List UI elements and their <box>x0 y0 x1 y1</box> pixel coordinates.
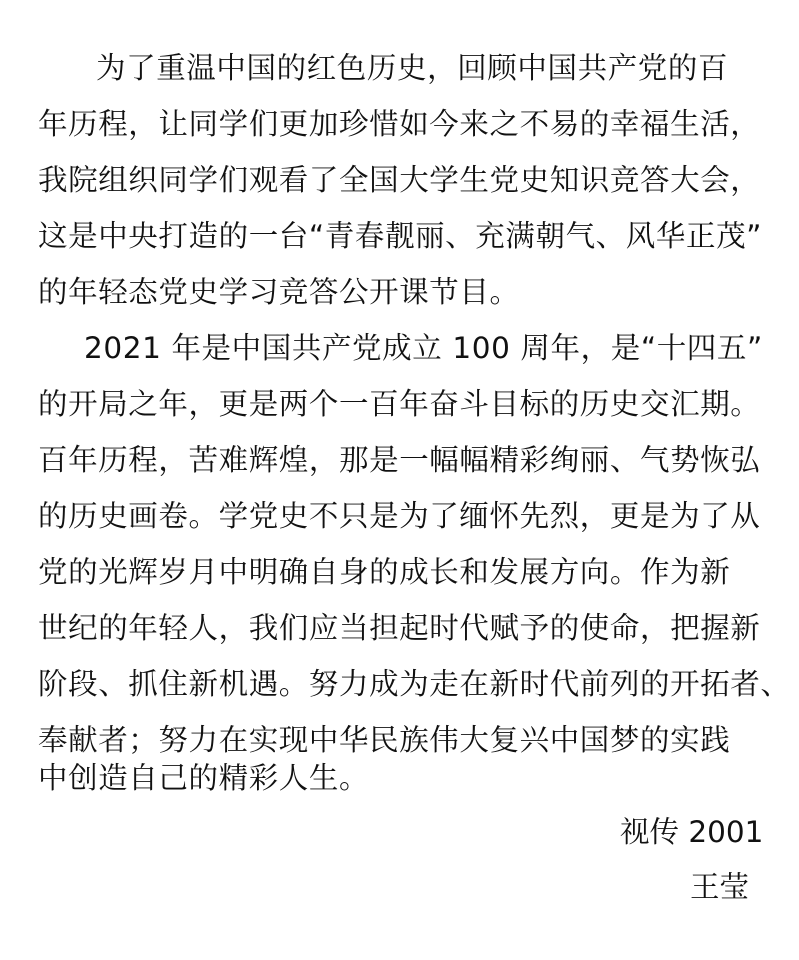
paragraph-1-line-5: 的年轻态党史学习竞答公开课节目。 <box>38 275 520 309</box>
paragraph-2-line-2: 的开局之年，更是两个一百年奋斗目标的历史交汇期。 <box>38 387 761 421</box>
paragraph-1-line-2: 年历程，让同学们更加珍惜如今来之不易的幸福生活， <box>38 107 761 141</box>
signature-author: 王莹 <box>690 870 750 904</box>
paragraph-2-line-4: 的历史画卷。学党史不只是为了缅怀先烈，更是为了从 <box>38 499 761 533</box>
paragraph-2-line-6: 世纪的年轻人，我们应当担起时代赋予的使命，把握新 <box>38 611 761 645</box>
paragraph-2-line-5: 党的光辉岁月中明确自身的成长和发展方向。作为新 <box>38 555 731 589</box>
paragraph-2-line-1: 2021 年是中国共产党成立 100 周年，是“十四五” <box>84 331 763 365</box>
paragraph-2-line-8: 奉献者；努力在实现中华民族伟大复兴中国梦的实践 <box>38 723 731 757</box>
paragraph-1-line-3: 我院组织同学们观看了全国大学生党史知识竞答大会， <box>38 163 761 197</box>
paragraph-1-line-4: 这是中央打造的一台“青春靓丽、充满朝气、风华正茂” <box>38 219 763 253</box>
paragraph-2-line-7: 阶段、抓住新机遇。努力成为走在新时代前列的开拓者、 <box>38 667 791 701</box>
paragraph-2-line-3: 百年历程，苦难辉煌，那是一幅幅精彩绚丽、气势恢弘 <box>38 443 761 477</box>
paragraph-2-line-9: 中创造自己的精彩人生。 <box>38 761 370 795</box>
paragraph-1-line-1: 为了重温中国的红色历史，回顾中国共产党的百 <box>96 51 729 85</box>
signature-class-label: 视传 2001 <box>620 815 764 849</box>
